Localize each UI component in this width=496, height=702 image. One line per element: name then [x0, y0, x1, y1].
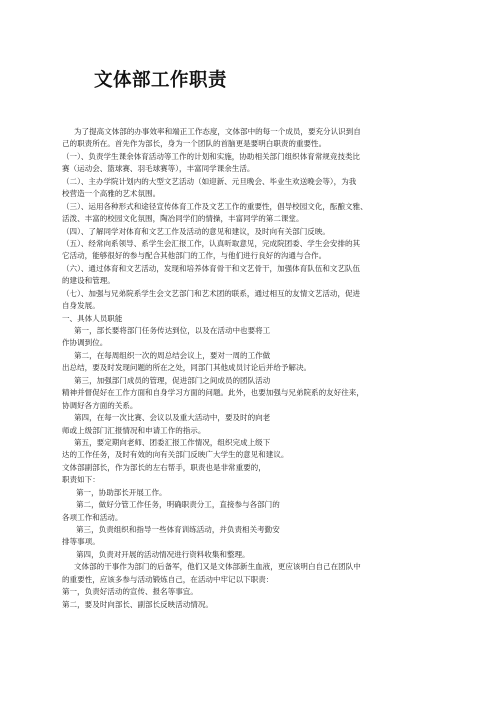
duty-item-3-cont: 活泼、丰富的校园文化氛围，陶冶同学们的情操，丰富同学的第二课堂。	[62, 214, 304, 224]
document-body	[62, 126, 440, 611]
duty-item-3: （三）、运用各种形式和途径宣传体育工作及文艺工作的重要性，倡导校园文化，酝酿文雅、	[62, 201, 368, 211]
minister-duty-4: 第四，在每一次比赛、会议以及重大活动中，要及时的向老	[74, 413, 271, 423]
vice-minister-intro: 文体部副部长，作为部长的左右帮手，职责也是非常重要的，	[62, 462, 266, 472]
document-title: 文体部工作职责	[94, 70, 228, 91]
minister-duty-1: 第一，部长要将部门任务传达到位，以及在活动中也要将工	[74, 326, 271, 335]
minister-duty-3-cont: 协调好各方面的关系。	[62, 400, 138, 410]
minister-duty-5-cont: 达的工作任务，及时有效的向有关部门反映广大学生的意见和建议。	[62, 450, 289, 460]
staff-intro: 文体部的干事作为部门的后备军，他们又是文体部新生血液，更应该明白自己在团队中	[74, 562, 361, 572]
paragraph-intro-line: 己的职责所在。首先作为部长，身为一个团队的首脑更是要明白职责的重要性。	[62, 139, 327, 149]
vice-duty-3: 第三，负责组织和指导一些体育训练活动，并负责相关考勤安	[76, 525, 280, 534]
minister-duty-3: 第三，加强部门成员的管理，促进部门之间成员的团队活动	[74, 375, 271, 385]
vice-minister-intro-cont: 职责如下：	[62, 475, 100, 485]
paragraph-intro-line: 为了提高文体部的办事效率和端正工作态度，文体部中的每一个成员，要充分认识到自	[74, 127, 361, 136]
duty-item-6-cont: 的建设和管理。	[62, 276, 115, 286]
minister-duty-2: 第二，在每周组织一次的周总结会议上，要对一周的工作做	[74, 350, 271, 360]
section-heading: 一、具体人员职能	[62, 313, 123, 323]
vice-duty-2: 第二，做好分管工作任务，明确职责分工，直接参与各部门的	[76, 500, 280, 510]
duty-item-4: （四）、了解同学对体育和文艺工作及活动的意见和建议，及时向有关部门反映。	[62, 226, 330, 236]
vice-duty-2-cont: 各项工作和活动。	[62, 512, 123, 522]
duty-item-7-cont: 自身发展。	[62, 301, 100, 311]
vice-duty-4: 第四，负责对开展的活动情况进行资料收集和整理。	[76, 549, 250, 559]
minister-duty-2-cont: 出总结，要及时发现问题的所在之处，同部门其他成员讨论后并给予解决。	[62, 363, 312, 373]
staff-duty-2: 第二，要及时向部长、副部长反映活动情况。	[62, 599, 213, 609]
duty-item-2-cont: 校营造一个高雅的艺术氛围。	[62, 189, 161, 199]
staff-intro-cont: 的重要性，应该多参与活动锻炼自己，在活动中牢记以下职责：	[62, 574, 274, 584]
duty-item-5: （五）、经常向系领导、系学生会汇报工作，认真听取意见，完成院团委、学生会安排的其	[62, 238, 361, 248]
minister-duty-1-cont: 作协调到位。	[62, 338, 108, 348]
duty-item-2: （二）、主办学院计划内的大型文艺活动（如迎新、元旦晚会、毕业生欢送晚会等），为我	[62, 176, 357, 186]
vice-duty-3-cont: 排等事项。	[62, 537, 100, 547]
vice-duty-1: 第一，协助部长开展工作。	[76, 487, 167, 497]
duty-item-5-cont: 它活动，能够很好的参与配合其他部门的工作，与他们进行良好的沟通与合作。	[62, 251, 327, 261]
duty-item-7: （七）、加强与兄弟院系学生会文艺部门和艺术团的联系，通过相互的友情文艺活动，促进	[62, 288, 361, 298]
duty-item-6: （六）、通过体育和文艺活动，发现和培养体育骨干和文艺骨干，加强体育队伍和文艺队伍	[62, 263, 361, 273]
minister-duty-4-cont: 师或上级部门汇报情况和申请工作的指示。	[62, 425, 206, 435]
duty-item-1-cont: 赛（运动会、篮球赛、羽毛球赛等），丰富同学课余生活。	[62, 164, 255, 174]
duty-item-1: （一）、负责学生课余体育活动等工作的计划和实施，协助相关部门组织体育常规竞技类比	[62, 151, 361, 161]
minister-duty-3-cont: 精神并督促好在工作方面和自身学习方面的问题。此外，也要加强与兄弟院系的友好往来，	[62, 388, 364, 398]
minister-duty-5: 第五，要定期向老师、团委汇报工作情况，组织完成上级下	[74, 437, 271, 447]
staff-duty-1: 第一，负责好活动的宣传、报名等事宜。	[62, 587, 198, 597]
